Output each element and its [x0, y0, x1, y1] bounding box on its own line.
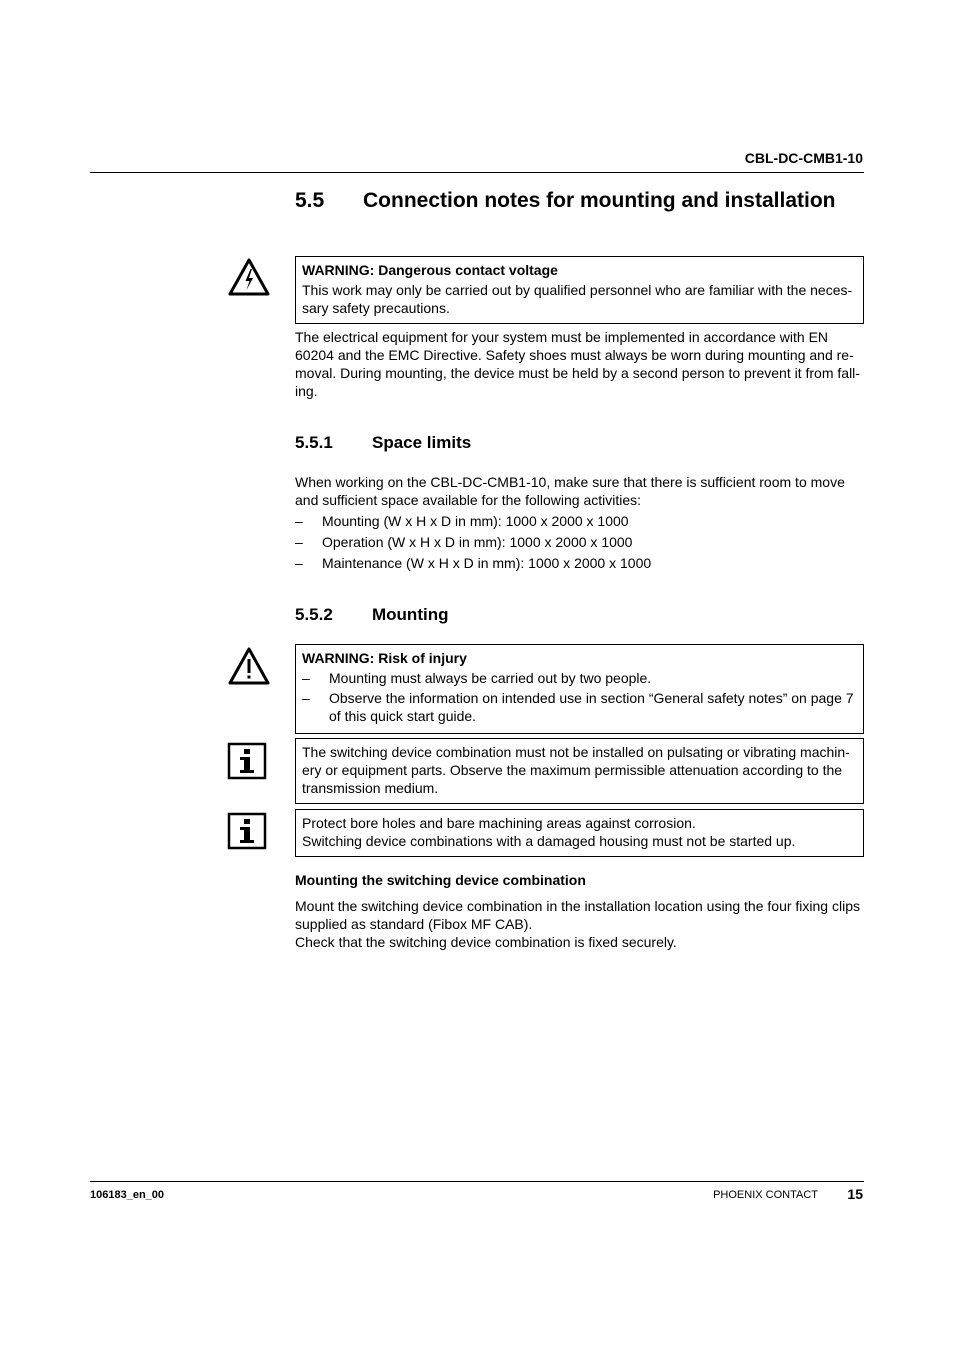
subsection-space-limits-heading: [295, 433, 471, 453]
note-corrosion-line1: Protect bore holes and bare machining areas against corrosion.: [302, 815, 696, 831]
note-corrosion-line2: Switching device combinations with a damaged housing must not be started up.: [302, 833, 796, 849]
subsection-title: Space limits: [372, 433, 472, 452]
section-title: Connection notes for mounting and installation: [363, 189, 836, 212]
space-limits-section: [295, 473, 864, 575]
list-item: – Maintenance (W x H x D in mm): 1000 x 2000 x 1000: [295, 554, 864, 572]
warning-triangle-icon: [227, 646, 271, 691]
warning-injury-box: [295, 644, 864, 734]
list-item: – Mounting must always be carried out by two people.: [302, 669, 857, 687]
warning-voltage-title: WARNING: Dangerous contact voltage: [302, 262, 558, 278]
subsection-mounting-heading: [295, 605, 448, 625]
warning-voltage-text: This work may only be carried out by qualified personnel who are familiar with the neces-sary safety precautions.: [302, 282, 853, 316]
warning-injury-list: [302, 669, 857, 725]
subsection-title: Mounting: [372, 605, 449, 624]
header-product-name: CBL-DC-CMB1-10: [744, 150, 863, 166]
mounting-paragraph: [295, 897, 864, 951]
header-rule: [90, 172, 864, 173]
mounting-paragraph-line2: Check that the switching device combination is fixed securely.: [295, 934, 677, 950]
electrical-hazard-icon: [227, 257, 271, 302]
footer-brand: PHOENIX CONTACT: [713, 1189, 818, 1201]
footer-page-number: 15: [847, 1186, 863, 1202]
warning-injury-title: WARNING: Risk of injury: [302, 650, 467, 666]
footer-document-id: 106183_en_00: [90, 1189, 165, 1201]
footer-rule: [90, 1181, 864, 1182]
note-vibration-box: [295, 738, 864, 804]
space-limits-list: [295, 512, 864, 572]
information-icon: [227, 812, 267, 855]
section-heading: [295, 189, 835, 213]
warning-voltage-box: [295, 256, 864, 324]
subsection-number: 5.5.1: [295, 433, 333, 452]
note-corrosion-box: [295, 809, 864, 857]
mounting-paragraph-line1: Mount the switching device combination in the installation location using the four fixing clips supplied as standard (Fibox MF CAB).: [295, 898, 860, 932]
space-limits-text: When working on the CBL-DC-CMB1-10, make sure that there is sufficient room to move and sufficient space available for the following activities:: [295, 474, 845, 508]
intro-paragraph: The electrical equipment for your system must be implemented in accordance with EN 60204 and the EMC Directive. Safety shoes must always be worn during mounting and re-moval. During mounting, the device must be held by a second person to prevent it from fall-ing.: [295, 329, 860, 399]
list-item: – Operation (W x H x D in mm): 1000 x 2000 x 1000: [295, 533, 864, 551]
list-item: – Observe the information on intended use in section “General safety notes” on page 7 of this quick start guide.: [302, 689, 857, 725]
section-number: 5.5: [295, 189, 325, 212]
note-vibration-text: The switching device combination must not be installed on pulsating or vibrating machin-ery or equipment parts. Observe the maximum permissible attenuation according to the transmission medium.: [302, 744, 850, 796]
subsection-number: 5.5.2: [295, 605, 333, 624]
mounting-subheading: Mounting the switching device combination: [295, 872, 586, 888]
list-item: – Mounting (W x H x D in mm): 1000 x 2000 x 1000: [295, 512, 864, 530]
information-icon: [227, 742, 267, 785]
